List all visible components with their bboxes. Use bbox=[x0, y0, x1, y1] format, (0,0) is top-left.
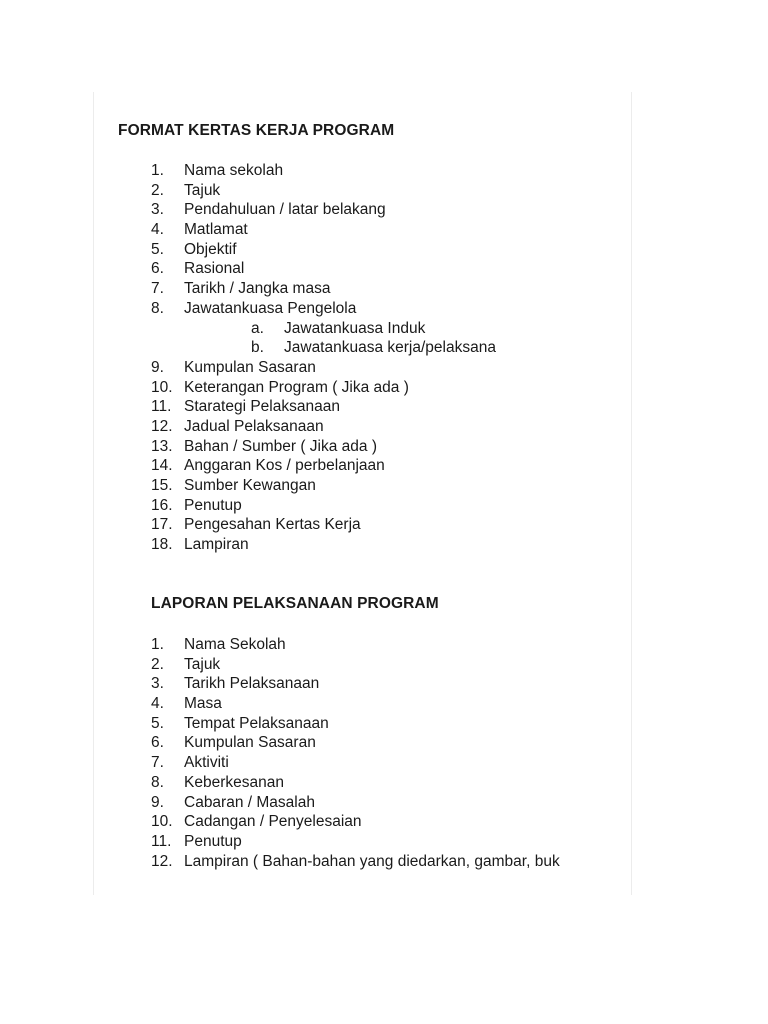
item-number: 8. bbox=[151, 299, 164, 317]
item-number: 7. bbox=[151, 280, 164, 298]
item-number: 4. bbox=[151, 695, 164, 713]
item-number: 5. bbox=[151, 714, 164, 732]
item-text: Nama sekolah bbox=[184, 162, 284, 179]
item-number: a. bbox=[251, 319, 264, 337]
item-text: Pengesahan Kertas Kerja bbox=[184, 516, 361, 534]
item-text: Cadangan / Penyelesaian bbox=[184, 813, 362, 831]
item-number: 16. bbox=[151, 496, 173, 514]
item-number: b. bbox=[251, 339, 264, 357]
item-number: 12. bbox=[151, 417, 173, 435]
item-text: Bahan / Sumber ( Jika ada ) bbox=[184, 437, 377, 455]
item-number: 6. bbox=[151, 734, 164, 752]
item-number: 18. bbox=[151, 536, 173, 554]
item-text: Kumpulan Sasaran bbox=[184, 734, 316, 752]
item-text: Keberkesanan bbox=[184, 773, 284, 791]
item-number: 11. bbox=[151, 398, 172, 416]
item-text: Keterangan Program ( Jika ada ) bbox=[184, 378, 409, 396]
item-number: 4. bbox=[151, 221, 164, 239]
item-text: Tempat Pelaksanaan bbox=[184, 714, 329, 732]
item-number: 5. bbox=[151, 240, 164, 258]
item-number: 3. bbox=[151, 675, 164, 693]
item-number: 1. bbox=[151, 162, 164, 179]
item-text: Lampiran bbox=[184, 536, 249, 554]
item-text: Lampiran ( Bahan-bahan yang diedarkan, gambar, buk bbox=[184, 852, 560, 870]
item-number: 9. bbox=[151, 793, 164, 811]
item-number: 17. bbox=[151, 516, 173, 534]
item-text: Jawatankuasa Induk bbox=[284, 319, 426, 337]
item-text: Kumpulan Sasaran bbox=[184, 358, 316, 376]
item-text: Rasional bbox=[184, 260, 245, 278]
item-text: Penutup bbox=[184, 832, 242, 850]
item-number: 10. bbox=[151, 378, 173, 396]
item-text: Sumber Kewangan bbox=[184, 477, 316, 494]
item-text: Pendahuluan / latar belakang bbox=[184, 201, 386, 219]
item-text: Anggaran Kos / perbelanjaan bbox=[184, 457, 385, 475]
item-number: 11. bbox=[151, 832, 172, 850]
item-text: Jawatankuasa Pengelola bbox=[184, 299, 357, 317]
item-text: Jadual Pelaksanaan bbox=[184, 417, 324, 435]
item-text: Penutup bbox=[184, 496, 242, 514]
section-title: FORMAT KERTAS KERJA PROGRAM bbox=[118, 122, 395, 139]
section-title: LAPORAN PELAKSANAAN PROGRAM bbox=[151, 595, 439, 612]
item-text: Masa bbox=[184, 695, 222, 713]
item-text: Jawatankuasa kerja/pelaksana bbox=[284, 339, 496, 357]
item-number: 2. bbox=[151, 655, 164, 673]
item-number: 3. bbox=[151, 201, 164, 219]
item-text: Objektif bbox=[184, 240, 237, 258]
item-text: Tajuk bbox=[184, 655, 221, 673]
item-text: Aktiviti bbox=[184, 754, 229, 772]
item-number: 9. bbox=[151, 358, 164, 376]
item-text: Nama Sekolah bbox=[184, 636, 286, 653]
item-number: 1. bbox=[151, 636, 164, 653]
item-text: Matlamat bbox=[184, 221, 248, 239]
item-number: 12. bbox=[151, 852, 173, 870]
item-number: 14. bbox=[151, 457, 173, 475]
item-text: Tarikh / Jangka masa bbox=[184, 280, 331, 298]
item-number: 13. bbox=[151, 437, 173, 455]
item-number: 2. bbox=[151, 181, 164, 199]
item-text: Cabaran / Masalah bbox=[184, 793, 315, 811]
item-text: Starategi Pelaksanaan bbox=[184, 398, 340, 416]
document-page bbox=[93, 92, 632, 895]
item-number: 7. bbox=[151, 754, 164, 772]
item-number: 6. bbox=[151, 260, 164, 278]
item-number: 15. bbox=[151, 477, 173, 494]
item-text: Tarikh Pelaksanaan bbox=[184, 675, 320, 693]
item-text: Tajuk bbox=[184, 181, 221, 199]
item-number: 10. bbox=[151, 813, 173, 831]
item-number: 8. bbox=[151, 773, 164, 791]
